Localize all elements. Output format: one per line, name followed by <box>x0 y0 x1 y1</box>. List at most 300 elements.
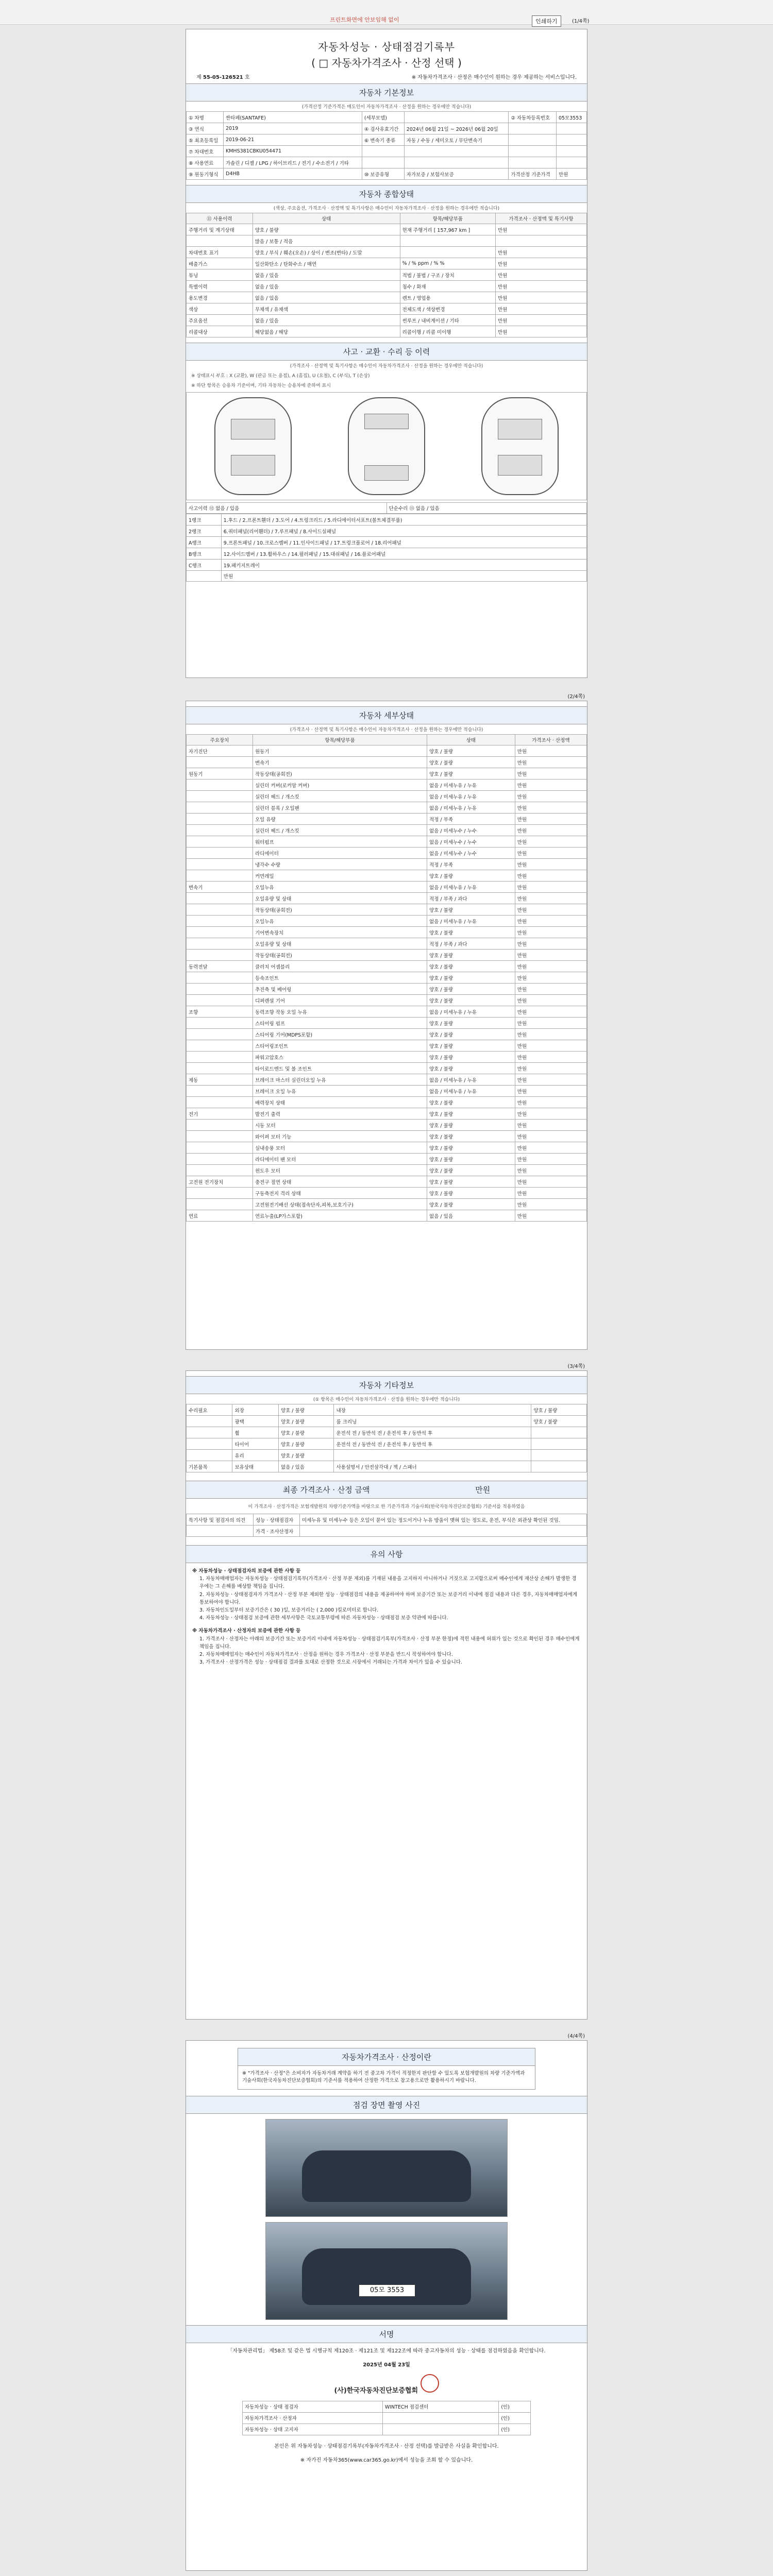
detail-row <box>187 1120 587 1131</box>
detail-row-cell: 만원 <box>515 893 586 904</box>
overall-row-cell: 주행거리 및 계기상태 <box>187 224 253 235</box>
other-row <box>187 1450 587 1461</box>
detail-row-cell <box>187 1165 253 1176</box>
print-button[interactable]: 인쇄하기 <box>532 15 561 27</box>
detail-row-cell: 만원 <box>515 938 586 950</box>
caution-item: 4. 자동차성능 · 상태점검 보증에 관한 세부사항은 국토교통부령에 따른 자동차성능 · 상태점검 보증 약관에 따릅니다. <box>199 1615 448 1621</box>
detail-row-cell: 양호 / 불량 <box>427 1108 515 1120</box>
accident-summary <box>186 502 587 514</box>
sign-row <box>243 2401 531 2412</box>
overall-row-cell: 렌트 / 영업용 <box>400 292 495 303</box>
toolbar <box>0 0 773 25</box>
detail-row-cell: 스티어링조인트 <box>253 1040 427 1052</box>
detail-row-cell: 양호 / 불량 <box>427 995 515 1006</box>
detail-row <box>187 995 587 1006</box>
rank-row-cell: 1랭크 <box>187 514 222 526</box>
basic-row-cell: KMHS381CBKU054471 <box>224 146 362 157</box>
other-row-cell: 양호 / 불량 <box>278 1404 334 1416</box>
other-row <box>187 1416 587 1427</box>
other-row-cell: 휠 <box>232 1427 278 1438</box>
detail-row-cell <box>187 1052 253 1063</box>
final-price-text: 이 가격조사 · 산정가격은 보험개발원의 차량기준가액을 바탕으로 한 기준가격과 기술사회(한국자동차진단보증협회) 기준서를 적용하였음 <box>248 1504 525 1510</box>
overall-row-cell: 해당없음 / 해당 <box>253 326 400 337</box>
detail-row-cell: 원동기 <box>253 745 427 757</box>
detail-row-cell: 만원 <box>515 916 586 927</box>
detail-row-cell: 변속기 <box>253 757 427 768</box>
overall-header-row-cell: ⑪ 사용이력 <box>187 213 253 224</box>
detail-row-cell: 양호 / 불량 <box>427 961 515 972</box>
final-row-cell: 특기사항 및 점검자의 의견 <box>187 1514 254 1526</box>
overall-status-note: (색상, 주요옵션, 가격조사 · 산정액 및 특기사항은 매수인이 자동차가격조사 · 산정을 원하는 경우에만 적습니다) <box>273 206 500 211</box>
page-4 <box>186 2033 587 2571</box>
license-plate: 05모 3553 <box>359 2284 415 2297</box>
detail-table <box>186 734 587 1222</box>
caution-body <box>186 1563 587 1670</box>
basic-row-cell <box>509 134 557 146</box>
detail-row <box>187 882 587 893</box>
detail-row-cell: 자기진단 <box>187 745 253 757</box>
detail-row-cell: 없음 / 미세누유 / 누유 <box>427 802 515 814</box>
basic-row-cell <box>404 112 509 123</box>
detail-row-cell <box>187 893 253 904</box>
detail-row-cell: 만원 <box>515 859 586 870</box>
detail-row-cell: 양호 / 불량 <box>427 1120 515 1131</box>
photos-header: 점검 장면 촬영 사진 <box>186 2096 587 2114</box>
print-notice: 프린트화면에 안보임해 없이 <box>330 16 399 23</box>
car-top-view <box>348 397 425 495</box>
basic-row-cell: ① 차명 <box>187 112 224 123</box>
basic-row-cell: 가솔린 / 디젤 / LPG / 하이브리드 / 전기 / 수소전기 / 기타 <box>224 157 362 168</box>
sign-row-cell <box>382 2424 499 2435</box>
detail-row-cell: 양호 / 불량 <box>427 1154 515 1165</box>
detail-row-cell <box>187 757 253 768</box>
detail-row <box>187 984 587 995</box>
detail-row-cell: 연료누출(LP가스포함) <box>253 1210 427 1222</box>
detail-row-cell: 만원 <box>515 825 586 836</box>
detail-row <box>187 1018 587 1029</box>
basic-row-cell <box>362 157 404 168</box>
detail-row-cell: 만원 <box>515 961 586 972</box>
detail-row-cell: 실내송풍 모터 <box>253 1142 427 1154</box>
detail-row-cell: 만원 <box>515 1018 586 1029</box>
detail-row-cell <box>187 950 253 961</box>
detail-row-cell: 없음 / 미세누수 / 누수 <box>427 848 515 859</box>
detail-row-cell: 없음 / 미세누수 / 누수 <box>427 836 515 848</box>
other-row-cell: 수리필요 <box>187 1404 232 1416</box>
basic-row-cell <box>556 134 586 146</box>
detail-row-cell: 라디에이터 팬 모터 <box>253 1154 427 1165</box>
rank-row-cell: 1.후드 / 2.프론트휀더 / 3.도어 / 4.트렁크리드 / 5.라디에이터서포트(볼트체결부품) <box>221 514 586 526</box>
other-row-cell <box>187 1427 232 1438</box>
detail-row-cell <box>187 1188 253 1199</box>
final-price-table <box>186 1514 587 1537</box>
overall-row-cell: 리콜이행 / 리콜 미이행 <box>400 326 495 337</box>
detail-row-cell <box>187 1097 253 1108</box>
basic-row-cell <box>556 146 586 157</box>
rank-row-cell: A랭크 <box>187 537 222 548</box>
basic-row-cell: 2019 <box>224 123 362 134</box>
detail-row-cell: 양호 / 불량 <box>427 972 515 984</box>
other-row-cell: 외장 <box>232 1404 278 1416</box>
detail-row <box>187 927 587 938</box>
overall-status-table <box>186 213 587 337</box>
detail-row <box>187 904 587 916</box>
detail-row-cell <box>187 870 253 882</box>
detail-row-cell: 없음 / 미세누유 / 누유 <box>427 779 515 791</box>
detail-row-cell: 실린더 블록 / 오일팬 <box>253 802 427 814</box>
detail-row-cell <box>187 1018 253 1029</box>
detail-row-cell: 연료 <box>187 1210 253 1222</box>
basic-info-header: 자동차 기본정보 <box>186 83 587 101</box>
accident-legend-2: ※ 하단 항목은 승용차 기준이며, 기타 자동차는 승용차에 준하여 표시 <box>191 383 331 388</box>
overall-row-cell: 만원 <box>496 247 587 258</box>
overall-row-cell: 없음 / 있음 <box>253 281 400 292</box>
other-row-cell: 양호 / 불량 <box>278 1427 334 1438</box>
sign-law: 「자동차관리법」 제58조 및 같은 법 시행규칙 제120조 · 제121조 및 제122조에 따라 중고자동차의 성능 · 상태를 점검하였음을 확인합니다. <box>227 2348 546 2354</box>
detail-row-cell: 양호 / 불량 <box>427 1165 515 1176</box>
detail-row-cell: 변속기 <box>187 882 253 893</box>
other-row-cell <box>531 1427 587 1438</box>
detail-row-cell <box>187 1029 253 1040</box>
other-row-cell: 양호 / 불량 <box>531 1416 587 1427</box>
other-row-cell: 양호 / 불량 <box>278 1450 334 1461</box>
detail-row-cell <box>187 984 253 995</box>
detail-row-cell <box>187 825 253 836</box>
vehicle-damage-diagram <box>186 392 587 500</box>
detail-row-cell: 양호 / 불량 <box>427 768 515 779</box>
detail-row-cell <box>187 1063 253 1074</box>
basic-row-cell <box>509 157 557 168</box>
overall-row-cell: 썬루프 / 내비게이션 / 기타 <box>400 315 495 326</box>
detail-row-cell <box>187 1086 253 1097</box>
document-meta: 제 55-05-126521 호 ※ 자동차가격조사 · 산정은 매수인이 원하는 경우 제공하는 서비스입니다. <box>186 70 587 83</box>
detail-row-cell: 스티어링 기어(MDPS포함) <box>253 1029 427 1040</box>
detail-row <box>187 768 587 779</box>
detail-row-cell: 만원 <box>515 1052 586 1063</box>
overall-row-cell: 없음 / 있음 <box>253 292 400 303</box>
detail-row-cell <box>187 972 253 984</box>
detail-row-cell: 양호 / 불량 <box>427 1188 515 1199</box>
basic-row <box>187 112 587 123</box>
overall-row <box>187 315 587 326</box>
basic-row <box>187 168 587 180</box>
final-price-header: 최종 가격조사 · 산정 금액 만원 <box>186 1481 587 1499</box>
overall-row-cell <box>496 235 587 247</box>
final-row-cell: 미세누유 및 미세누수 등은 오일이 묻어 있는 정도이거나 누유 방울이 맺혀 있는 정도로, 운전, 부식은 외관상 확인된 것임. <box>299 1514 586 1526</box>
detail-row <box>187 950 587 961</box>
accident-history-header: 사고 · 교환 · 수리 등 이력 <box>186 343 587 361</box>
detail-row <box>187 1199 587 1210</box>
detail-row-cell: 만원 <box>515 848 586 859</box>
caution-title-2: ※ 자동차가격조사 · 산정자의 보증에 관한 사항 등 <box>192 1628 301 1634</box>
detail-row-cell: 배력장치 상태 <box>253 1097 427 1108</box>
detail-row-cell: 발전기 출력 <box>253 1108 427 1120</box>
sign-row <box>243 2424 531 2435</box>
detail-row-cell: 적정 / 부족 <box>427 859 515 870</box>
detail-row-cell: 양호 / 불량 <box>427 1063 515 1074</box>
other-row-cell: 양호 / 불량 <box>531 1404 587 1416</box>
other-row-cell: 사용설명서 / 안전삼각대 / 잭 / 스패너 <box>334 1461 531 1472</box>
detail-row-cell: 만원 <box>515 1154 586 1165</box>
sign-row <box>243 2412 531 2424</box>
basic-row-cell <box>509 123 557 134</box>
basic-row-cell <box>509 146 557 157</box>
rank-row-cell: 6.쿼터패널(리어휀더) / 7.루프패널 / 8.사이드실패널 <box>221 526 586 537</box>
detail-row-cell: 동력전달 <box>187 961 253 972</box>
basic-row-cell: ⑤ 최초등록일 <box>187 134 224 146</box>
detail-row-cell: 커먼레일 <box>253 870 427 882</box>
detail-row-cell: 만원 <box>515 882 586 893</box>
basic-row-cell: ⑩ 보증유형 <box>362 168 404 180</box>
detail-row-cell: 냉각수 수량 <box>253 859 427 870</box>
basic-row-cell: ⑥ 변속기 종류 <box>362 134 404 146</box>
detail-row-cell: 만원 <box>515 802 586 814</box>
final-row <box>187 1526 587 1537</box>
other-row-cell: 운전석 전 / 동반석 전 / 운전석 후 / 동반석 후 <box>334 1438 531 1450</box>
detail-row <box>187 1086 587 1097</box>
detail-row <box>187 1052 587 1063</box>
detail-row-cell: 만원 <box>515 1097 586 1108</box>
rank-row <box>187 514 587 526</box>
other-row-cell <box>187 1416 232 1427</box>
org-stamp <box>421 2374 439 2393</box>
other-row-cell: 양호 / 불량 <box>278 1438 334 1450</box>
rank-row <box>187 526 587 537</box>
detail-row-cell: 만원 <box>515 995 586 1006</box>
detail-row-cell: 없음 / 미세누수 / 누수 <box>427 825 515 836</box>
detail-row-cell <box>187 836 253 848</box>
final-row-cell: 가격 · 조사산정자 <box>254 1526 300 1537</box>
caution-title-1: ※ 자동차성능 · 상태점검자의 보증에 관한 사항 등 <box>192 1568 301 1574</box>
page-indicator: (1/4쪽) <box>572 19 590 24</box>
other-row-cell <box>531 1438 587 1450</box>
other-row <box>187 1427 587 1438</box>
detail-row <box>187 1029 587 1040</box>
overall-row-cell: 없음 / 있음 <box>253 269 400 281</box>
detail-header-row <box>187 735 587 745</box>
overall-row <box>187 292 587 303</box>
basic-row-cell <box>404 157 509 168</box>
overall-row-cell: 만원 <box>496 315 587 326</box>
detail-row <box>187 745 587 757</box>
detail-row-cell: 양호 / 불량 <box>427 1097 515 1108</box>
detail-row-cell <box>187 1040 253 1052</box>
document-number: 55-05-126521 <box>203 75 243 80</box>
detail-row-cell: 타이로드엔드 및 볼 조인트 <box>253 1063 427 1074</box>
detail-header-row-cell: 가격조사 · 산정액 <box>515 735 586 745</box>
overall-row-cell: 만원 <box>496 292 587 303</box>
other-row-cell <box>531 1461 587 1472</box>
basic-row-cell: (세부모델) <box>362 112 404 123</box>
detail-row-cell: 만원 <box>515 1074 586 1086</box>
detail-row-cell: 없음 / 미세누유 / 누유 <box>427 1006 515 1018</box>
sign-footer: ※ 자가진 자동차365(www.car365.go.kr)에서 성능을 조회 할 수 있습니다. <box>300 2457 473 2463</box>
overall-row-cell: 튜닝 <box>187 269 253 281</box>
detail-row-cell: 양호 / 불량 <box>427 1040 515 1052</box>
rank-price-value: 만원 <box>221 571 586 582</box>
other-row-cell: 기본품목 <box>187 1461 232 1472</box>
document-title: 자동차성능 · 상태점검기록부 <box>318 41 455 53</box>
detail-row <box>187 1097 587 1108</box>
detail-row-cell: 양호 / 불량 <box>427 1052 515 1063</box>
detail-row-cell: 적정 / 부족 / 과다 <box>427 893 515 904</box>
detail-row-cell: 만원 <box>515 1199 586 1210</box>
inspection-photo-rear <box>265 2222 508 2320</box>
overall-row <box>187 247 587 258</box>
overall-row-cell: 리콜대상 <box>187 326 253 337</box>
detail-row <box>187 848 587 859</box>
overall-header-row <box>187 213 587 224</box>
sign-row-cell <box>382 2412 499 2424</box>
document-subtitle: ( □ 자동차가격조사 · 산정 선택 ) <box>311 57 462 69</box>
basic-row-cell: 가격산정 기준가격 <box>509 168 557 180</box>
detail-row-cell: 시동 모터 <box>253 1120 427 1131</box>
detail-row <box>187 870 587 882</box>
detail-row-cell: 적정 / 부족 <box>427 814 515 825</box>
other-row-cell: 타이어 <box>232 1438 278 1450</box>
other-row <box>187 1404 587 1416</box>
detail-row-cell: 전기 <box>187 1108 253 1120</box>
detail-row-cell: 양호 / 불량 <box>427 1199 515 1210</box>
detail-row-cell: 스티어링 펌프 <box>253 1018 427 1029</box>
overall-header-row-cell: 항목/해당부품 <box>400 213 495 224</box>
rank-row-cell: 9.프론트패널 / 10.크로스멤버 / 11.인사이드패널 / 17.트렁크플로어 / 18.리어패널 <box>221 537 586 548</box>
detail-row-cell <box>187 995 253 1006</box>
detail-row-cell: 만원 <box>515 984 586 995</box>
other-info-table <box>186 1404 587 1472</box>
detail-row <box>187 859 587 870</box>
basic-row-cell: 2019-06-21 <box>224 134 362 146</box>
caution-item: 1. 자동차매매업자는 자동차성능 · 상태점검기록부(가격조사 · 산정 부분 제외)를 기재된 내용을 고지하지 아니하거나 거짓으로 고지함으로써 매수인에게 재산상 손해가 발생한 경우에는 그 손해를 배상할 책임을 집니다. <box>199 1576 577 1590</box>
other-row-cell: 내장 <box>334 1404 531 1416</box>
detail-row-cell: 등속조인트 <box>253 972 427 984</box>
detail-row-cell: 만원 <box>515 870 586 882</box>
overall-row-cell <box>400 235 495 247</box>
accident-history-note: (가격조사 · 산정액 및 특기사항은 매수인이 자동차가격조사 · 산정을 원하는 경우에만 적습니다) <box>290 364 483 369</box>
overall-row-cell: 주요옵션 <box>187 315 253 326</box>
detail-row <box>187 972 587 984</box>
basic-row-cell: ③ 연식 <box>187 123 224 134</box>
sign-row-cell: 자동차가격조사 · 산정자 <box>243 2412 383 2424</box>
detail-row <box>187 1176 587 1188</box>
overall-row <box>187 258 587 269</box>
detail-row-cell: 만원 <box>515 1120 586 1131</box>
other-info-note: (① 항목은 매수인이 자동차가격조사 · 산정을 원하는 경우에만 적습니다) <box>313 1397 460 1402</box>
detail-row-cell: 만원 <box>515 791 586 802</box>
detail-row-cell: 양호 / 불량 <box>427 984 515 995</box>
other-row-cell: 보유상태 <box>232 1461 278 1472</box>
intro-body: ※ "가격조사 · 산정"은 소비자가 자동차거래 계약을 하기 전 중고차 가격이 적정한지 판단할 수 있도록 보험개발원의 차량 기준가액과 기술사회(한국자동차진단보증협회)의 기준서를 적용하여 산정한 가격으로 참고용으로만 활용하시기 바랍니다. <box>238 2066 535 2090</box>
rank-row-cell: 19.패키지트레이 <box>221 560 586 571</box>
overall-row <box>187 235 587 247</box>
basic-row-cell: ⑧ 사용연료 <box>187 157 224 168</box>
detail-row <box>187 814 587 825</box>
detail-row <box>187 893 587 904</box>
other-row <box>187 1438 587 1450</box>
detail-row-cell: 만원 <box>515 1188 586 1199</box>
rank-price-row <box>187 571 587 582</box>
final-row-cell: 성능 · 상태점검자 <box>254 1514 300 1526</box>
other-row-cell: 양호 / 불량 <box>278 1416 334 1427</box>
detail-row <box>187 938 587 950</box>
overall-row <box>187 281 587 292</box>
overall-row-cell: % / % ppm / % % <box>400 258 495 269</box>
detail-row-cell: 없음 / 미세누유 / 누유 <box>427 1086 515 1097</box>
overall-row-cell: 적법 / 불법 / 구조 / 장치 <box>400 269 495 281</box>
detail-row-cell: 만원 <box>515 814 586 825</box>
detail-row-cell <box>187 791 253 802</box>
overall-row-cell: 만원 <box>496 303 587 315</box>
detail-row-cell <box>187 938 253 950</box>
detail-row <box>187 825 587 836</box>
detail-row-cell: 고전원 전기장치 <box>187 1176 253 1188</box>
caution-item: 1. 가격조사 · 산정자는 아래의 보증기간 또는 보증거리 이내에 자동차성능 · 상태점검기록부(가격조사 · 산정 부분 한정)에 적힌 내용에 허위가 있는 것으로 확인된 경우 매수인에게 책임을 집니다. <box>199 1636 580 1650</box>
sign-row-cell: (인) <box>499 2401 531 2412</box>
page-2-number: (2/4쪽) <box>567 694 585 700</box>
detail-row-cell: 제동 <box>187 1074 253 1086</box>
overall-row-cell: 많음 / 보통 / 적음 <box>253 235 400 247</box>
detail-row-cell: 고전원전기배선 상태(접속단자,피복,보호기구) <box>253 1199 427 1210</box>
other-row-cell <box>531 1450 587 1461</box>
overall-row-cell: 색상 <box>187 303 253 315</box>
detail-row-cell <box>187 1131 253 1142</box>
detail-row-cell: 오일유량 및 상태 <box>253 893 427 904</box>
detail-row-cell: 만원 <box>515 1108 586 1120</box>
detail-row-cell: 없음 / 미세누유 / 누유 <box>427 916 515 927</box>
detail-row-cell: 없음 / 있음 <box>427 1210 515 1222</box>
detail-row-cell: 클러치 어셈블리 <box>253 961 427 972</box>
detail-row-cell: 만원 <box>515 1086 586 1097</box>
car-right-view <box>481 397 559 495</box>
detail-row-cell <box>187 916 253 927</box>
overall-row-cell: 만원 <box>496 269 587 281</box>
detail-row <box>187 1131 587 1142</box>
detail-row-cell: 라디에이터 <box>253 848 427 859</box>
overall-row-cell: 용도변경 <box>187 292 253 303</box>
accident-legend: ※ 상태표시 부호 : X (교환), W (판금 또는 용접), A (흠집), U (요철), C (부식), T (손상) <box>191 374 370 379</box>
detail-row-cell: 양호 / 불량 <box>427 1142 515 1154</box>
rank-row-cell: B랭크 <box>187 548 222 560</box>
sign-row-cell: WINTECH 점검센터 <box>382 2401 499 2412</box>
detail-row-cell: 없음 / 미세누유 / 누유 <box>427 791 515 802</box>
page-3-number: (3/4쪽) <box>567 1364 585 1369</box>
overall-row-cell: 양호 / 불량 <box>253 224 400 235</box>
other-row-cell: 없음 / 있음 <box>278 1461 334 1472</box>
overall-row <box>187 303 587 315</box>
sign-header: 서명 <box>186 2325 587 2343</box>
detail-row-cell: 워터펌프 <box>253 836 427 848</box>
sign-row-cell: 자동차성능 · 상태 점검자 <box>243 2401 383 2412</box>
intro-header: 자동차가격조사 · 산정이란 <box>238 2048 535 2066</box>
detail-row-cell: 만원 <box>515 1165 586 1176</box>
detail-row-cell: 만원 <box>515 927 586 938</box>
detail-row-cell: 만원 <box>515 768 586 779</box>
rank-price-label <box>187 571 222 582</box>
basic-row-cell: 자가보증 / 보험사보증 <box>404 168 509 180</box>
overall-row-cell: 만원 <box>496 326 587 337</box>
detail-row-cell <box>187 904 253 916</box>
overall-header-row-cell: 가격조사 · 산정액 및 특기사항 <box>496 213 587 224</box>
overall-row-cell <box>400 247 495 258</box>
other-row-cell: 운전석 전 / 동반석 전 / 운전석 후 / 동반석 후 <box>334 1427 531 1438</box>
detail-row-cell: 만원 <box>515 1029 586 1040</box>
other-row-cell <box>334 1450 531 1461</box>
overall-row <box>187 326 587 337</box>
caution-item: 2. 자동차매매업자는 매수인이 자동차가격조사 · 산정을 원하는 경우 가격조사 · 산정 부분을 반드시 작성하여야 합니다. <box>199 1651 453 1657</box>
detail-row <box>187 1142 587 1154</box>
detail-row-cell: 추진축 및 베어링 <box>253 984 427 995</box>
rank-row-cell: 12.사이드멤버 / 13.휠하우스 / 14.필러패널 / 15.대쉬패널 / 16.플로어패널 <box>221 548 586 560</box>
